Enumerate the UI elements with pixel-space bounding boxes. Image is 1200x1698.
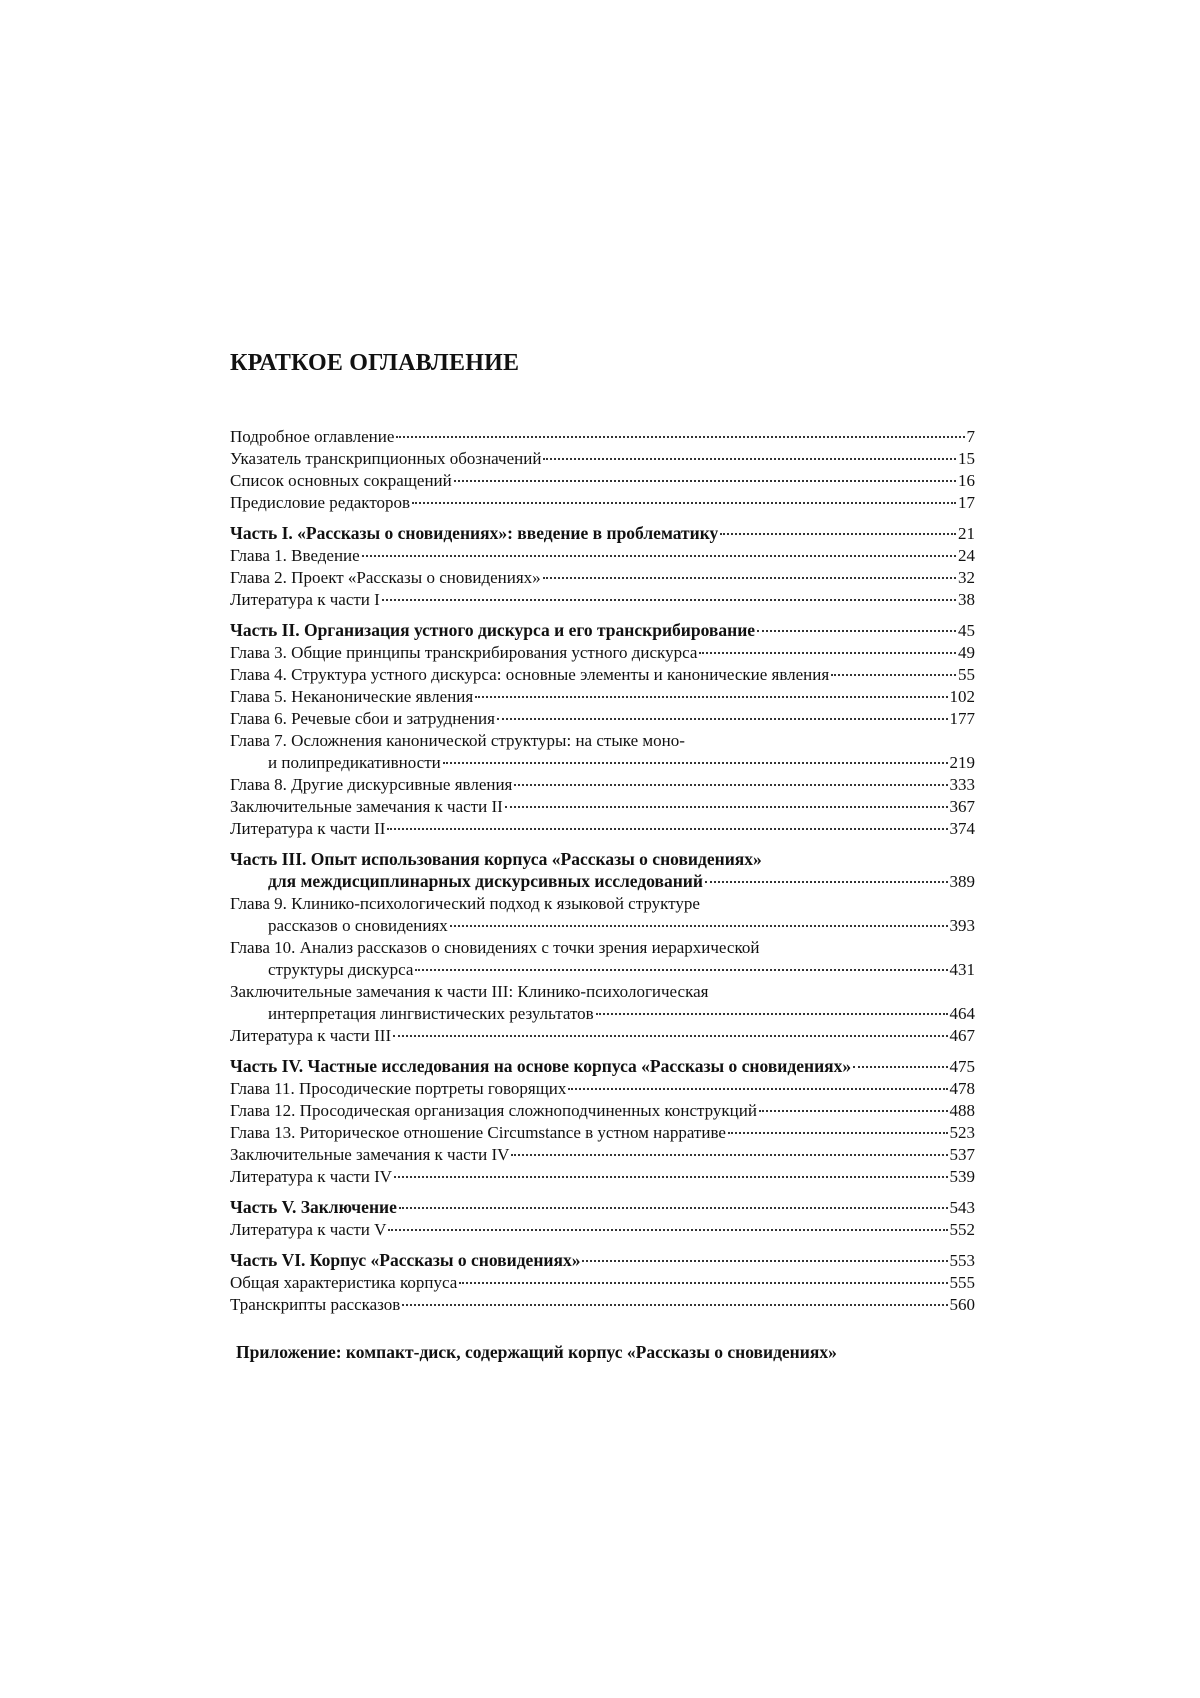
dot-leader bbox=[362, 554, 956, 557]
toc-entry bbox=[230, 1219, 975, 1241]
dot-leader bbox=[396, 435, 964, 438]
toc-entry-title: рассказов о сновидениях bbox=[268, 916, 448, 935]
toc-entry bbox=[230, 492, 975, 514]
toc-entry-page-number: 219 bbox=[949, 753, 975, 772]
toc-entry bbox=[230, 774, 975, 796]
toc-entry-page-number: 523 bbox=[949, 1123, 975, 1142]
toc-part-entry bbox=[230, 1249, 975, 1272]
toc-entry-title: Общая характеристика корпуса bbox=[230, 1273, 458, 1292]
toc-entry bbox=[230, 686, 975, 708]
toc-entry-title: Заключительные замечания к части II bbox=[230, 797, 503, 816]
toc-entry-title: Часть IV. Частные исследования на основе корпуса «Рассказы о сновидениях» bbox=[230, 1056, 852, 1076]
toc-group bbox=[230, 1055, 975, 1188]
toc-entry-title: Глава 2. Проект «Рассказы о сновидениях» bbox=[230, 568, 541, 587]
toc-entry-page-number: 333 bbox=[949, 775, 975, 794]
dot-leader bbox=[543, 457, 956, 460]
toc-entry-page-number: 537 bbox=[949, 1145, 975, 1164]
toc-part-entry bbox=[230, 522, 975, 545]
dot-leader bbox=[514, 783, 947, 786]
toc-entry-page-number: 38 bbox=[958, 590, 975, 609]
toc-group bbox=[230, 1196, 975, 1241]
toc-entry-title: Глава 8. Другие дискурсивные явления bbox=[230, 775, 513, 794]
toc-entry-title-first-line: Заключительные замечания к части III: Клинико-психологическая bbox=[230, 982, 709, 1001]
dot-leader bbox=[443, 761, 948, 764]
toc-entry-title: Часть VI. Корпус «Рассказы о сновидениях» bbox=[230, 1250, 581, 1270]
dot-leader bbox=[853, 1065, 947, 1068]
toc-entry-page-number: 488 bbox=[949, 1101, 975, 1120]
toc-entry-title-first-line: Часть III. Опыт использования корпуса «Рассказы о сновидениях» bbox=[230, 849, 762, 869]
toc-group bbox=[230, 848, 975, 1047]
toc-entry-page-number: 553 bbox=[949, 1251, 975, 1270]
toc-entry bbox=[230, 1294, 975, 1316]
toc-entry bbox=[230, 589, 975, 611]
dot-leader bbox=[394, 1175, 947, 1178]
toc-entry bbox=[230, 1144, 975, 1166]
toc-entry-title: Часть V. Заключение bbox=[230, 1197, 397, 1217]
toc-entry-page-number: 17 bbox=[958, 493, 975, 512]
dot-leader bbox=[454, 479, 956, 482]
toc-entry-title: интерпретация лингвистических результатов bbox=[268, 1004, 594, 1023]
toc-entry bbox=[230, 1166, 975, 1188]
dot-leader bbox=[415, 968, 947, 971]
toc-entry-title: Литература к части III bbox=[230, 1026, 392, 1045]
toc-group bbox=[230, 426, 975, 514]
toc-entry-page-number: 15 bbox=[958, 449, 975, 468]
dot-leader bbox=[831, 673, 956, 676]
toc-entry-title: для междисциплинарных дискурсивных исследований bbox=[268, 871, 703, 891]
dot-leader bbox=[582, 1259, 947, 1262]
toc-entry-page-number: 374 bbox=[949, 819, 975, 838]
dot-leader bbox=[511, 1153, 947, 1156]
toc-entry bbox=[230, 426, 975, 448]
toc-entry-page-number: 102 bbox=[949, 687, 975, 706]
toc-entry-page-number: 543 bbox=[949, 1198, 975, 1217]
toc-entry-page-number: 367 bbox=[949, 797, 975, 816]
toc-entry-page-number: 467 bbox=[949, 1026, 975, 1045]
toc-entry-title: Часть II. Организация устного дискурса и его транскрибирование bbox=[230, 620, 756, 640]
dot-leader bbox=[759, 1109, 948, 1112]
dot-leader bbox=[705, 880, 948, 883]
toc-entry-page-number: 49 bbox=[958, 643, 975, 662]
dot-leader bbox=[728, 1131, 948, 1134]
appendix-note: Приложение: компакт-диск, содержащий корпус «Рассказы о сновидениях» bbox=[236, 1342, 837, 1362]
toc-entry-title: Список основных сокращений bbox=[230, 471, 452, 490]
dot-leader bbox=[596, 1012, 948, 1015]
toc-entry bbox=[230, 893, 975, 937]
toc-entry-page-number: 475 bbox=[949, 1057, 975, 1076]
toc-entry-title: Подробное оглавление bbox=[230, 427, 395, 446]
dot-leader bbox=[402, 1303, 947, 1306]
toc-entry-page-number: 431 bbox=[949, 960, 975, 979]
toc-entry-title: Глава 5. Неканонические явления bbox=[230, 687, 474, 706]
dot-leader bbox=[459, 1281, 947, 1284]
toc-entry bbox=[230, 470, 975, 492]
toc-entry bbox=[230, 1078, 975, 1100]
dot-leader bbox=[497, 717, 948, 720]
dot-leader bbox=[505, 805, 948, 808]
dot-leader bbox=[543, 576, 956, 579]
toc-entry-page-number: 464 bbox=[949, 1004, 975, 1023]
toc-entry-title-first-line: Глава 10. Анализ рассказов о сновидениях с точки зрения иерархической bbox=[230, 938, 760, 957]
table-of-contents bbox=[230, 426, 975, 1324]
toc-entry bbox=[230, 796, 975, 818]
toc-entry-page-number: 24 bbox=[958, 546, 975, 565]
dot-leader bbox=[475, 695, 947, 698]
toc-entry-title: Часть I. «Рассказы о сновидениях»: введение в проблематику bbox=[230, 523, 719, 543]
toc-entry bbox=[230, 981, 975, 1025]
toc-entry-page-number: 7 bbox=[966, 427, 975, 446]
toc-entry-title: Глава 4. Структура устного дискурса: основные элементы и канонические явления bbox=[230, 665, 830, 684]
toc-entry-page-number: 555 bbox=[949, 1273, 975, 1292]
toc-group bbox=[230, 522, 975, 611]
dot-leader bbox=[757, 629, 956, 632]
toc-entry-title: Литература к части II bbox=[230, 819, 386, 838]
toc-entry-page-number: 55 bbox=[958, 665, 975, 684]
toc-entry-title-first-line: Глава 7. Осложнения канонической структуры: на стыке моно- bbox=[230, 731, 685, 750]
toc-entry-title: Заключительные замечания к части IV bbox=[230, 1145, 510, 1164]
toc-entry-page-number: 389 bbox=[949, 872, 975, 891]
toc-entry bbox=[230, 642, 975, 664]
toc-entry-title: Глава 11. Просодические портреты говорящих bbox=[230, 1079, 567, 1098]
toc-entry bbox=[230, 664, 975, 686]
toc-entry-title: Предисловие редакторов bbox=[230, 493, 411, 512]
toc-entry-title: Литература к части V bbox=[230, 1220, 387, 1239]
toc-entry-title: Глава 12. Просодическая организация сложноподчиненных конструкций bbox=[230, 1101, 757, 1120]
dot-leader bbox=[412, 501, 956, 504]
dot-leader bbox=[568, 1087, 947, 1090]
toc-entry-title: Литература к части I bbox=[230, 590, 380, 609]
toc-entry-title: Глава 1. Введение bbox=[230, 546, 360, 565]
toc-entry-page-number: 16 bbox=[958, 471, 975, 490]
toc-entry-page-number: 177 bbox=[949, 709, 975, 728]
toc-group bbox=[230, 619, 975, 840]
toc-entry bbox=[230, 1100, 975, 1122]
toc-entry-page-number: 560 bbox=[949, 1295, 975, 1314]
dot-leader bbox=[399, 1206, 948, 1209]
toc-entry-page-number: 32 bbox=[958, 568, 975, 587]
dot-leader bbox=[699, 651, 956, 654]
toc-entry-page-number: 45 bbox=[958, 621, 975, 640]
toc-entry-page-number: 478 bbox=[949, 1079, 975, 1098]
toc-entry-title-first-line: Глава 9. Клинико-психологический подход к языковой структуре bbox=[230, 894, 700, 913]
toc-entry-title: Глава 6. Речевые сбои и затруднения bbox=[230, 709, 495, 728]
dot-leader bbox=[450, 924, 948, 927]
toc-entry-title: и полипредикативности bbox=[268, 753, 441, 772]
toc-entry bbox=[230, 730, 975, 774]
toc-entry-title: Глава 3. Общие принципы транскрибирования устного дискурса bbox=[230, 643, 698, 662]
toc-entry-title: Транскрипты рассказов bbox=[230, 1295, 401, 1314]
toc-entry-title: Глава 13. Риторическое отношение Circumstance в устном нарративе bbox=[230, 1123, 726, 1142]
toc-entry-page-number: 552 bbox=[949, 1220, 975, 1239]
toc-entry bbox=[230, 818, 975, 840]
toc-entry bbox=[230, 1272, 975, 1294]
dot-leader bbox=[382, 598, 956, 601]
toc-part-entry bbox=[230, 619, 975, 642]
toc-part-entry bbox=[230, 1055, 975, 1078]
toc-entry-title: структуры дискурса bbox=[268, 960, 414, 979]
toc-entry-page-number: 21 bbox=[958, 524, 975, 543]
toc-part-entry bbox=[230, 848, 975, 893]
dot-leader bbox=[393, 1034, 947, 1037]
dot-leader bbox=[388, 1228, 947, 1231]
toc-entry-title: Литература к части IV bbox=[230, 1167, 393, 1186]
toc-entry bbox=[230, 1025, 975, 1047]
toc-entry-title: Указатель транскрипционных обозначений bbox=[230, 449, 542, 468]
toc-entry bbox=[230, 1122, 975, 1144]
dot-leader bbox=[720, 532, 956, 535]
toc-entry-page-number: 539 bbox=[949, 1167, 975, 1186]
toc-entry bbox=[230, 448, 975, 470]
toc-entry bbox=[230, 708, 975, 730]
dot-leader bbox=[387, 827, 947, 830]
toc-part-entry bbox=[230, 1196, 975, 1219]
page-title: КРАТКОЕ ОГЛАВЛЕНИЕ bbox=[230, 350, 520, 376]
toc-entry bbox=[230, 937, 975, 981]
toc-entry bbox=[230, 545, 975, 567]
toc-entry bbox=[230, 567, 975, 589]
toc-group bbox=[230, 1249, 975, 1316]
toc-entry-page-number: 393 bbox=[949, 916, 975, 935]
